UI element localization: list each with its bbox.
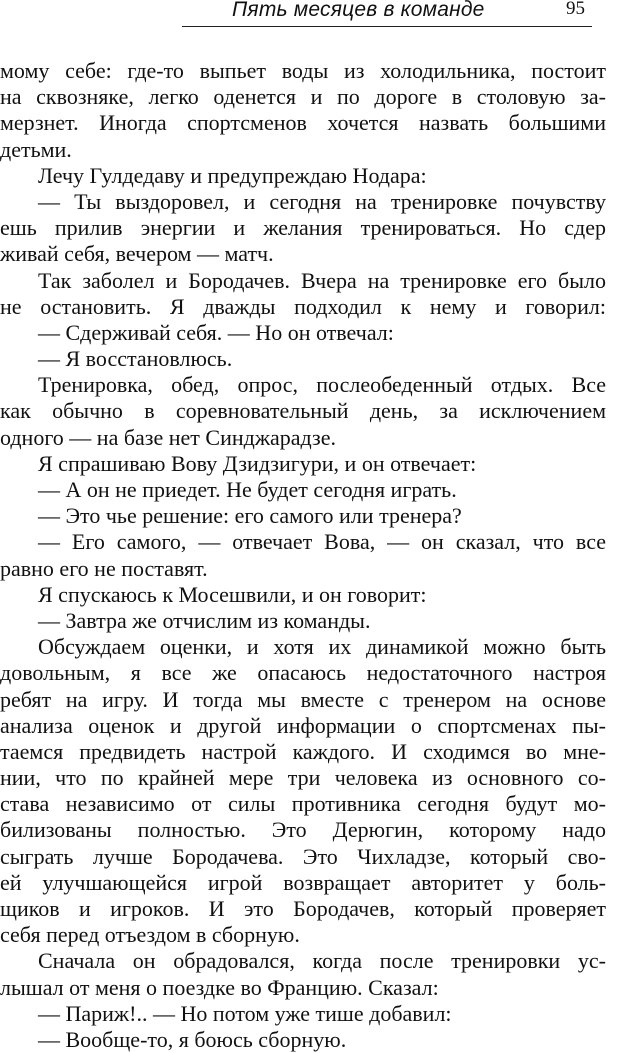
page-number: 95 [566,0,585,19]
text-line: сыграть лучше Бородачева. Это Чихладзе, который сво- [0,843,606,869]
text-line: равно его не поставят. [0,555,208,581]
text-line: ребят на игру. И тогда мы вместе с тренером на основе [0,686,606,712]
text-line: — Это чье решение: его самого или тренера? [38,503,462,529]
text-line: — Сдерживай себя. — Но он отвечал: [38,319,394,345]
text-line: мерзнет. Иногда спортсменов хочется назвать большими [0,110,606,136]
text-line: Сначала он обрадовался, когда после тренировки ус- [38,948,606,974]
text-line: таемся предвидеть настрой каждого. И сходимся во мне- [0,738,606,764]
text-line: — Его самого, — отвечает Вова, — он сказал, что все [38,529,606,555]
text-line: Я спускаюсь к Мосешвили, и он говорит: [38,581,427,607]
text-line: Я спрашиваю Вову Дзидзигури, и он отвечает: [38,450,477,476]
running-header [182,0,592,27]
text-line: — Париж!.. — Но потом уже тише добавил: [38,1000,452,1026]
text-line: билизованы полностью. Это Дерюгин, которому надо [0,817,606,843]
text-line: — А он не приедет. Не будет сегодня играть. [38,477,457,502]
text-line: лышал от меня о поездке во Францию. Сказал: [0,974,439,1000]
text-line: Обсуждаем оценки, и хотя их динамикой можно быть [38,634,606,660]
text-line: — Вообще-то, я боюсь сборную. [38,1026,347,1052]
text-line: довольным, я все же опасаюсь недостаточного настроя [0,660,606,686]
text-line: живай себя, вечером — матч. [0,241,274,267]
text-line: ей улучшающейся игрой возвращает авторитет у боль- [0,869,606,895]
text-line: Тренировка, обед, опрос, послеобеденный отдых. Все [38,372,606,398]
running-title: Пять месяцев в команде [232,0,485,21]
text-line: на сквозняке, легко оденется и по дороге в столовую за- [0,84,606,110]
text-line: нии, что по крайней мере три человека из основного со- [0,765,606,791]
text-line: как обычно в соревновательный день, за исключением [0,398,606,424]
text-line: детьми. [0,136,72,162]
text-line: одного — на базе нет Синджарадзе. [0,424,336,450]
text-line: не остановить. Я дважды подходил к нему и говорил: [0,293,606,319]
text-line: става независимо от силы противника сегодня будут мо- [0,791,606,817]
text-line: себя перед отъездом в сборную. [0,922,300,948]
text-line: — Завтра же отчислим из команды. [38,607,371,633]
text-line: щиков и игроков. И это Бородачев, который проверяет [0,896,606,921]
text-line: ешь прилив энергии и желания тренироваться. Но сдер [0,215,606,241]
text-line: Лечу Гулдедаву и предупреждаю Нодара: [38,162,427,188]
text-line: мому себе: где-то выпьет воды из холодильника, постоит [0,58,606,83]
text-line: — Ты выздоровел, и сегодня на тренировке почувству [38,188,606,214]
body-text [0,58,606,1053]
text-line: Так заболел и Бородачев. Вчера на тренировке его было [38,267,606,293]
text-line: — Я восстановлюсь. [38,346,233,372]
text-line: анализа оценок и другой информации о спортсменах пы- [0,712,606,738]
